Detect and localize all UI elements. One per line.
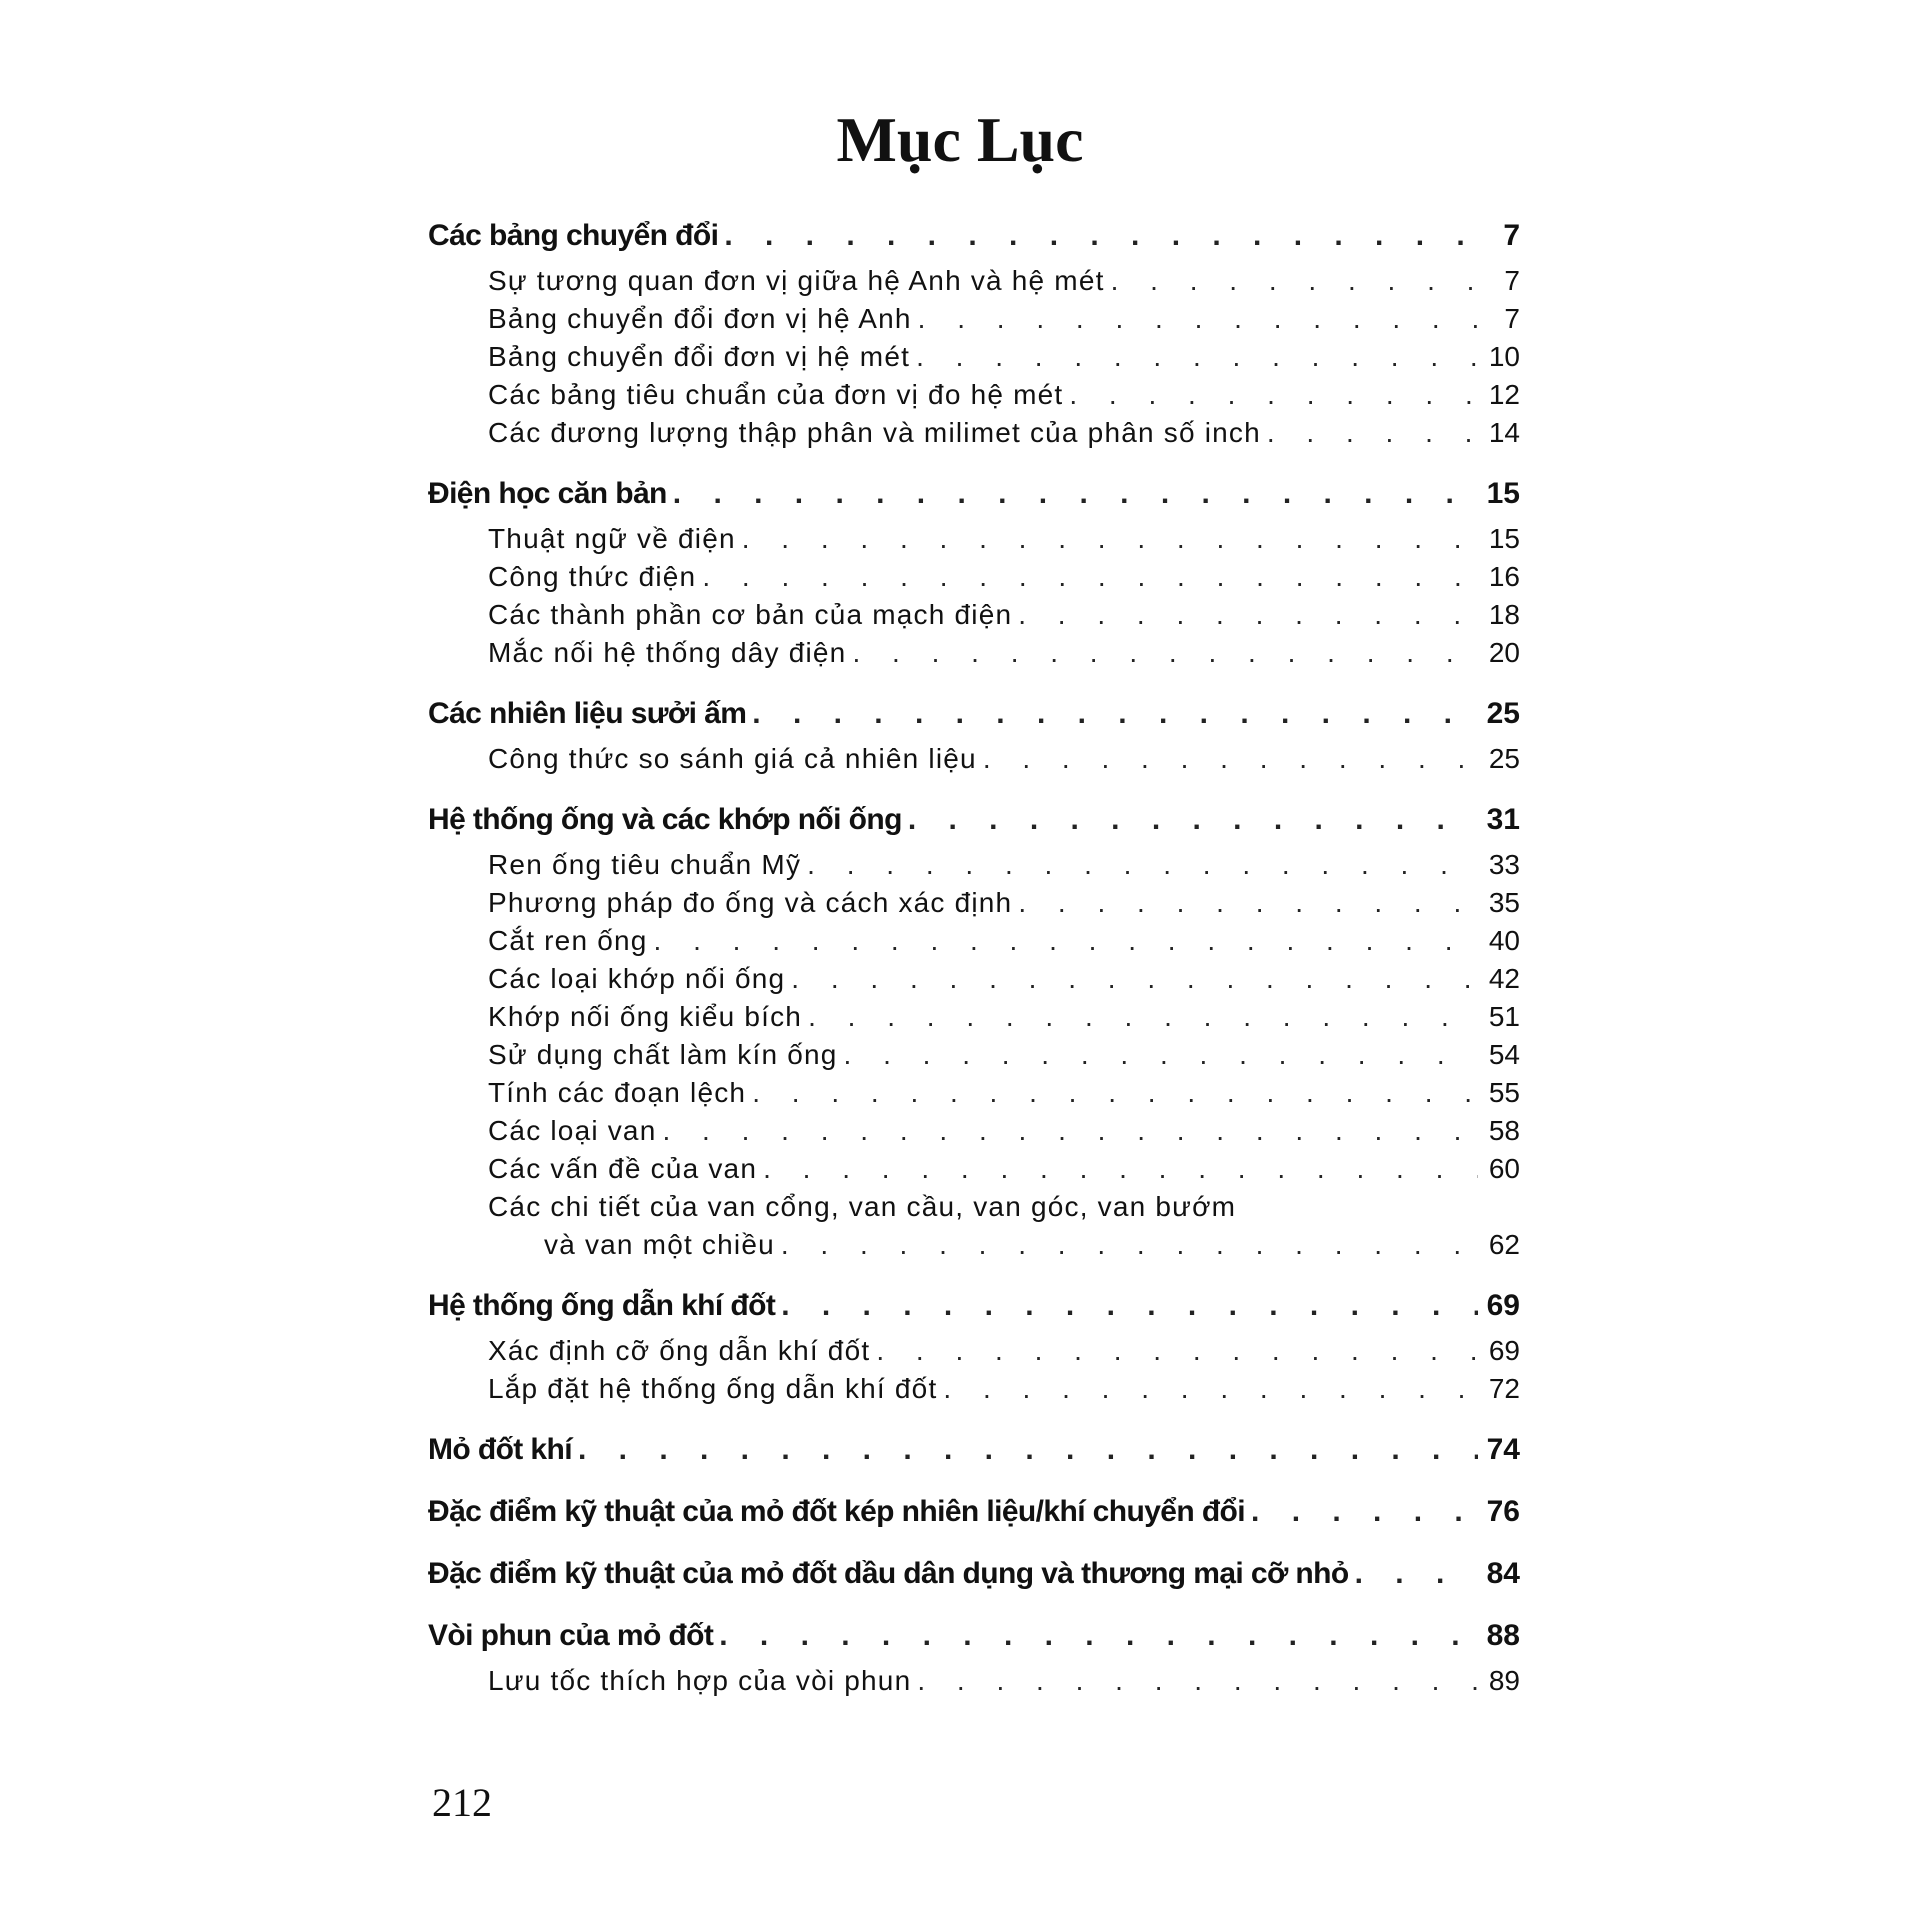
subentry-title: Các đương lượng thập phân và milimet của phân số inch [488,417,1261,448]
subentry-title: Các chi tiết của van cổng, van cầu, van góc, van bướm [488,1191,1237,1222]
leader-dots [578,1430,1478,1470]
subentry-page-number: 72 [1488,1373,1520,1404]
subentry-page-number: 69 [1488,1335,1520,1366]
toc-chapter-entry[interactable] [428,1616,1520,1656]
toc-chapter-entry[interactable] [428,1492,1520,1532]
leader-dots [702,558,1478,596]
subentry-page-number: 18 [1488,599,1520,630]
toc-subentry[interactable] [428,1112,1520,1150]
subentry-page-number: 25 [1488,743,1520,774]
subentry-page-number: 54 [1488,1039,1520,1070]
leader-dots [916,338,1478,376]
leader-dots [807,846,1478,884]
leader-dots [918,300,1478,338]
chapter-title: Đặc điểm kỹ thuật của mỏ đốt dầu dân dụng và thương mại cỡ nhỏ [428,1557,1349,1590]
subentry-title: Các loại van [488,1115,657,1146]
subentry-page-number: 35 [1488,887,1520,918]
toc-section [428,1554,1520,1594]
subentry-title: Bảng chuyển đổi đơn vị hệ mét [488,341,911,372]
chapter-page-number: 25 [1486,697,1520,730]
subentry-title: Xác định cỡ ống dẫn khí đốt [488,1335,871,1366]
chapter-page-number: 84 [1486,1557,1520,1590]
page-title: Mục Lục [836,104,1084,175]
subentry-title: Bảng chuyển đổi đơn vị hệ Anh [488,303,912,334]
leader-dots [983,740,1478,778]
subentry-page-number: 42 [1488,963,1520,994]
subentry-title: Thuật ngữ về điện [488,523,736,554]
subentry-title: Lắp đặt hệ thống ống dẫn khí đốt [488,1373,938,1404]
leader-dots [1267,414,1478,452]
subentry-title-continued: và van một chiều [544,1229,775,1260]
chapter-page-number: 15 [1486,477,1520,510]
leader-dots [654,922,1478,960]
toc-subentry[interactable] [428,1370,1520,1408]
leader-dots [752,694,1478,734]
chapter-title: Đặc điểm kỹ thuật của mỏ đốt kép nhiên liệu/khí chuyển đổi [428,1495,1246,1528]
subentry-title: Mắc nối hệ thống dây điện [488,637,847,668]
leader-dots [1069,376,1478,414]
toc-section [428,1492,1520,1532]
page-number-footer: 212 [432,1780,492,1825]
chapter-title: Các bảng chuyển đổi [428,219,719,252]
subentry-page-number: 40 [1488,925,1520,956]
leader-dots [844,1036,1478,1074]
toc-section [428,474,1520,672]
subentry-title: Cắt ren ống [488,925,648,956]
leader-dots [1355,1554,1478,1594]
toc-chapter-entry[interactable] [428,474,1520,514]
subentry-page-number: 7 [1504,265,1520,296]
subentry-title: Tính các đoạn lệch [488,1077,747,1108]
subentry-page-number: 20 [1488,637,1520,668]
subentry-title: Lưu tốc thích hợp của vòi phun [488,1665,912,1696]
leader-dots [1251,1492,1478,1532]
toc-section [428,694,1520,778]
toc-subentry[interactable] [428,520,1520,558]
leader-dots [724,216,1478,256]
chapter-page-number: 31 [1486,803,1520,836]
chapter-page-number: 74 [1486,1433,1520,1466]
toc-subentry[interactable] [428,960,1520,998]
leader-dots [808,998,1478,1036]
toc-subentry[interactable] [428,300,1520,338]
subentry-title: Khớp nối ống kiểu bích [488,1001,803,1032]
leader-dots [1018,596,1478,634]
toc-subentry[interactable] [428,922,1520,960]
toc-subentry[interactable] [428,884,1520,922]
toc-chapter-entry[interactable] [428,216,1520,256]
subentry-page-number: 14 [1488,417,1520,448]
chapter-title: Các nhiên liệu sưởi ấm [428,697,747,730]
toc-subentry[interactable] [428,1074,1520,1112]
toc-subentry[interactable] [428,1662,1520,1700]
toc-subentry[interactable] [428,846,1520,884]
chapter-title: Mỏ đốt khí [428,1433,572,1466]
leader-dots [763,1150,1478,1188]
toc-subentry[interactable] [428,1150,1520,1188]
subentry-page-number: 7 [1504,303,1520,334]
toc-chapter-entry[interactable] [428,1554,1520,1594]
leader-dots [876,1332,1478,1370]
leader-dots [673,474,1478,514]
toc-section [428,1616,1520,1700]
toc-subentry-continuation[interactable] [428,1226,1520,1264]
chapter-title: Điện học căn bản [428,477,667,510]
toc-section [428,1286,1520,1408]
leader-dots [781,1226,1478,1264]
chapter-title: Vòi phun của mỏ đốt [428,1619,714,1652]
subentry-title: Phương pháp đo ống và cách xác định [488,887,1013,918]
chapter-page-number: 69 [1486,1289,1520,1322]
leader-dots [917,1662,1478,1700]
leader-dots [791,960,1478,998]
toc-section [428,216,1520,452]
subentry-title: Công thức so sánh giá cả nhiên liệu [488,743,977,774]
leader-dots [719,1616,1478,1656]
subentry-title: Sử dụng chất làm kín ống [488,1039,838,1070]
subentry-title: Ren ống tiêu chuẩn Mỹ [488,849,802,880]
leader-dots [908,800,1478,840]
subentry-page-number: 55 [1488,1077,1520,1108]
toc-subentry[interactable] [428,634,1520,672]
toc-subentry[interactable] [428,1188,1520,1226]
toc-subentry[interactable] [428,596,1520,634]
chapter-page-number: 7 [1503,219,1520,252]
toc-chapter-entry[interactable] [428,1286,1520,1326]
subentry-page-number: 16 [1488,561,1520,592]
subentry-page-number: 33 [1488,849,1520,880]
toc-subentry[interactable] [428,740,1520,778]
toc-subentry[interactable] [428,338,1520,376]
subentry-title: Các bảng tiêu chuẩn của đơn vị đo hệ mét [488,379,1064,410]
chapter-page-number: 88 [1486,1619,1520,1652]
toc-subentry[interactable] [428,1036,1520,1074]
toc-subentry[interactable] [428,998,1520,1036]
toc-section [428,800,1520,1264]
chapter-title: Hệ thống ống và các khớp nối ống [428,803,902,836]
leader-dots [752,1074,1478,1112]
leader-dots [852,634,1478,672]
subentry-title: Sự tương quan đơn vị giữa hệ Anh và hệ mét [488,265,1105,296]
subentry-title: Các thành phần cơ bản của mạch điện [488,599,1013,630]
leader-dots [742,520,1478,558]
toc-subentry[interactable] [428,1332,1520,1370]
toc-subentry[interactable] [428,262,1520,300]
subentry-page-number: 12 [1488,379,1520,410]
toc-section [428,1430,1520,1470]
subentry-page-number: 89 [1488,1665,1520,1696]
subentry-title: Các vấn đề của van [488,1153,758,1184]
subentry-page-number: 60 [1488,1153,1520,1184]
chapter-page-number: 76 [1486,1495,1520,1528]
toc-chapter-entry[interactable] [428,800,1520,840]
toc-chapter-entry[interactable] [428,694,1520,734]
leader-dots [662,1112,1478,1150]
subentry-page-number: 15 [1488,523,1520,554]
table-of-contents [428,216,1520,1700]
toc-subentry[interactable] [428,558,1520,596]
subentry-title: Các loại khớp nối ống [488,963,786,994]
toc-chapter-entry[interactable] [428,1430,1520,1470]
leader-dots [943,1370,1478,1408]
leader-dots [781,1286,1478,1326]
leader-dots [1111,262,1478,300]
chapter-title: Hệ thống ống dẫn khí đốt [428,1289,776,1322]
subentry-page-number: 62 [1488,1229,1520,1260]
leader-dots [1018,884,1478,922]
subentry-page-number: 51 [1488,1001,1520,1032]
subentry-page-number: 58 [1488,1115,1520,1146]
subentry-page-number: 10 [1488,341,1520,372]
toc-subentry[interactable] [428,414,1520,452]
subentry-title: Công thức điện [488,561,697,592]
toc-subentry[interactable] [428,376,1520,414]
